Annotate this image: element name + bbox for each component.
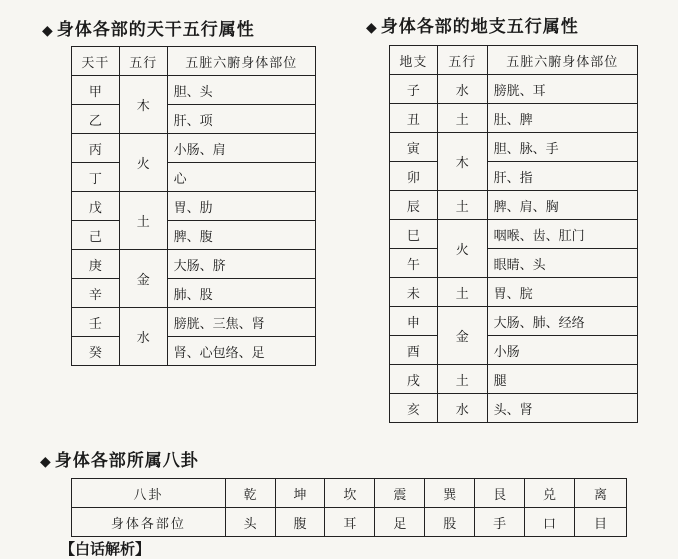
dizhi-table <box>389 45 638 423</box>
dizhi-cell: 申 <box>390 307 438 336</box>
body-part-cell: 脾、肩、胸 <box>487 191 637 220</box>
bagua-table <box>71 478 627 537</box>
trigram-cell: 乾 <box>225 479 275 508</box>
dizhi-cell: 寅 <box>390 133 438 162</box>
header-body-part: 五脏六腑身体部位 <box>167 47 315 76</box>
bagua-body-part-cell: 腹 <box>275 508 325 537</box>
dizhi-cell: 戌 <box>390 365 438 394</box>
body-part-cell: 脾、腹 <box>167 221 315 250</box>
tiangan-cell: 乙 <box>72 105 120 134</box>
element-cell: 木 <box>119 76 167 134</box>
dizhi-cell: 酉 <box>390 336 438 365</box>
diamond-bullet-icon: ◆ <box>40 454 52 470</box>
body-part-cell: 膀胱、耳 <box>487 75 637 104</box>
trigram-cell: 坤 <box>275 479 325 508</box>
trigram-cell: 离 <box>575 479 627 508</box>
dizhi-cell: 亥 <box>390 394 438 423</box>
trigram-cell: 坎 <box>325 479 375 508</box>
body-part-cell: 大肠、肺、经络 <box>487 307 637 336</box>
body-part-cell: 小肠 <box>487 336 637 365</box>
body-part-cell: 眼睛、头 <box>487 249 637 278</box>
body-part-cell: 肺、股 <box>167 279 315 308</box>
body-part-cell: 胃、肋 <box>167 192 315 221</box>
tiangan-cell: 甲 <box>72 76 120 105</box>
bagua-body-part-cell: 目 <box>575 508 627 537</box>
element-cell: 火 <box>437 220 487 278</box>
dizhi-cell: 巳 <box>390 220 438 249</box>
dizhi-cell: 丑 <box>390 104 438 133</box>
body-part-cell: 肝、指 <box>487 162 637 191</box>
trigram-cell: 兑 <box>525 479 575 508</box>
tiangan-cell: 丁 <box>72 163 120 192</box>
section1-heading <box>42 15 255 40</box>
diamond-bullet-icon: ◆ <box>42 23 54 39</box>
header-tiangan: 天干 <box>72 47 120 76</box>
section1-title: 身体各部的天干五行属性 <box>56 20 255 40</box>
body-part-cell: 胆、头 <box>167 76 315 105</box>
element-cell: 土 <box>437 191 487 220</box>
footer-fragment: 【白话解析】 <box>60 540 151 558</box>
tiangan-cell: 己 <box>72 221 120 250</box>
header-wuxing: 五行 <box>437 46 487 75</box>
body-part-cell: 咽喉、齿、肛门 <box>487 220 637 249</box>
tiangan-cell: 辛 <box>72 279 120 308</box>
section3-heading <box>40 446 199 471</box>
tiangan-cell: 丙 <box>72 134 120 163</box>
bagua-body-part-cell: 股 <box>425 508 475 537</box>
body-part-cell: 肝、项 <box>167 105 315 134</box>
body-part-cell: 大肠、脐 <box>167 250 315 279</box>
element-cell: 火 <box>119 134 167 192</box>
body-part-row-label: 身体各部位 <box>72 508 226 537</box>
dizhi-cell: 未 <box>390 278 438 307</box>
dizhi-cell: 午 <box>390 249 438 278</box>
bagua-row-label: 八卦 <box>72 479 226 508</box>
trigram-cell: 震 <box>375 479 425 508</box>
section2-heading <box>366 12 579 37</box>
body-part-cell: 胆、脉、手 <box>487 133 637 162</box>
bagua-body-part-cell: 头 <box>225 508 275 537</box>
body-part-cell: 肚、脾 <box>487 104 637 133</box>
body-part-cell: 胃、脘 <box>487 278 637 307</box>
body-part-cell: 肾、心包络、足 <box>167 337 315 366</box>
element-cell: 水 <box>437 394 487 423</box>
dizhi-cell: 辰 <box>390 191 438 220</box>
body-part-cell: 头、肾 <box>487 394 637 423</box>
tiangan-cell: 壬 <box>72 308 120 337</box>
element-cell: 土 <box>437 365 487 394</box>
tiangan-cell: 庚 <box>72 250 120 279</box>
section2-title: 身体各部的地支五行属性 <box>380 17 579 37</box>
dizhi-cell: 子 <box>390 75 438 104</box>
tiangan-cell: 戊 <box>72 192 120 221</box>
tiangan-cell: 癸 <box>72 337 120 366</box>
element-cell: 木 <box>437 133 487 191</box>
element-cell: 土 <box>437 278 487 307</box>
body-part-cell: 小肠、肩 <box>167 134 315 163</box>
section3-title: 身体各部所属八卦 <box>54 451 199 471</box>
body-part-cell: 腿 <box>487 365 637 394</box>
bagua-body-part-cell: 手 <box>475 508 525 537</box>
trigram-cell: 巽 <box>425 479 475 508</box>
bagua-body-part-cell: 耳 <box>325 508 375 537</box>
body-part-cell: 膀胱、三焦、肾 <box>167 308 315 337</box>
element-cell: 水 <box>437 75 487 104</box>
trigram-cell: 艮 <box>475 479 525 508</box>
element-cell: 金 <box>119 250 167 308</box>
element-cell: 金 <box>437 307 487 365</box>
tiangan-table <box>71 46 316 366</box>
element-cell: 土 <box>119 192 167 250</box>
element-cell: 水 <box>119 308 167 366</box>
bagua-body-part-cell: 足 <box>375 508 425 537</box>
body-part-cell: 心 <box>167 163 315 192</box>
header-body-part: 五脏六腑身体部位 <box>487 46 637 75</box>
diamond-bullet-icon: ◆ <box>366 20 378 36</box>
element-cell: 土 <box>437 104 487 133</box>
dizhi-cell: 卯 <box>390 162 438 191</box>
header-wuxing: 五行 <box>119 47 167 76</box>
header-dizhi: 地支 <box>390 46 438 75</box>
bagua-body-part-cell: 口 <box>525 508 575 537</box>
